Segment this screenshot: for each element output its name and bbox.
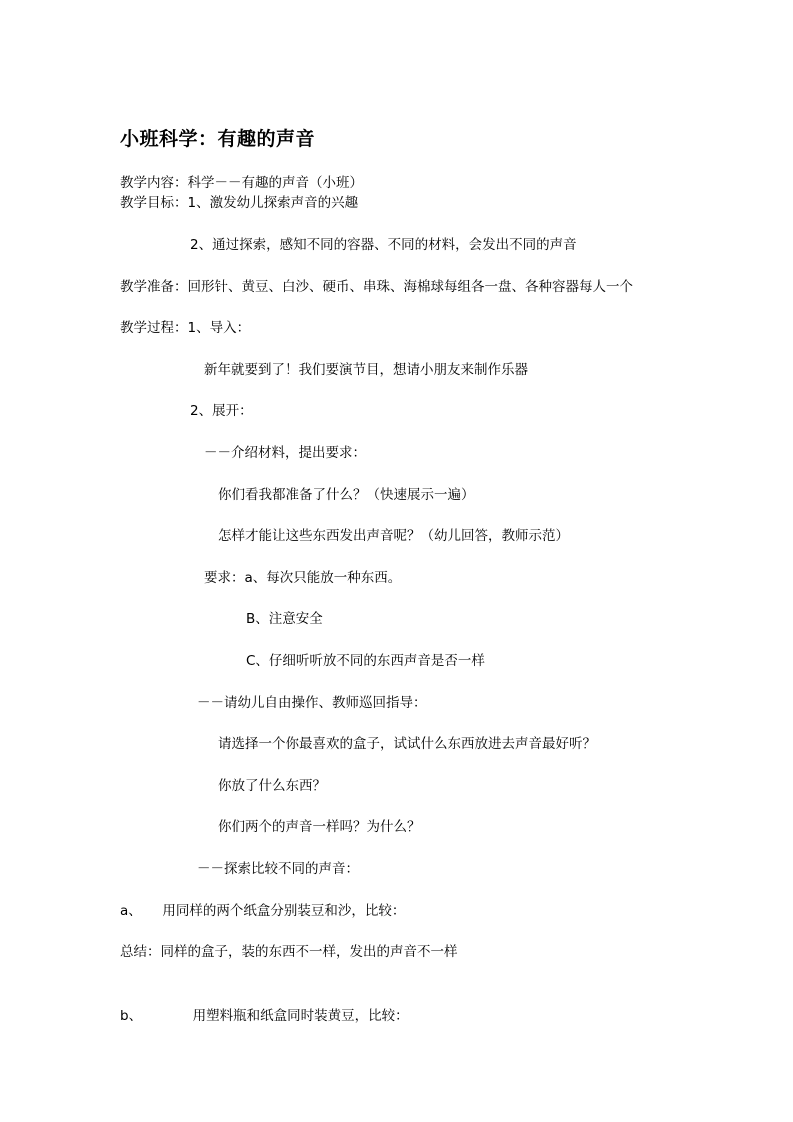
goal-line-1: 教学目标：1、激发幼儿探索声音的兴趣 xyxy=(120,195,359,211)
list-item-a-label: a、 xyxy=(120,903,142,919)
requirement-a: 要求：a、每次只能放一种东西。 xyxy=(204,570,402,586)
list-item-b xyxy=(120,1007,409,1025)
question-same: 你们两个的声音一样吗？为什么？ xyxy=(218,819,421,835)
preparation-line: 教学准备：回形针、黄豆、白沙、硬币、串珠、海棉球每组各一盘、各种容器每人一个 xyxy=(120,279,633,295)
process-line-2: 2、展开： xyxy=(190,403,253,419)
goal-line-2: 2、通过探索，感知不同的容器、不同的材料，会发出不同的声音 xyxy=(190,237,577,253)
process-line-1: 教学过程：1、导入： xyxy=(120,320,251,336)
document-title: 小班科学：有趣的声音 xyxy=(120,128,316,150)
intro-line: 新年就要到了！我们要演节目，想请小朋友来制作乐器 xyxy=(204,362,528,378)
requirement-c: C、仔细听听放不同的东西声音是否一样 xyxy=(246,653,485,669)
question-what: 你放了什么东西？ xyxy=(218,778,326,794)
explore-line: －－探索比较不同的声音： xyxy=(197,861,359,877)
requirement-b: B、注意安全 xyxy=(246,611,323,627)
question-how: 怎样才能让这些东西发出声音呢？（幼儿回答，教师示范） xyxy=(218,528,569,544)
list-item-a-text: 用同样的两个纸盒分别装豆和沙，比较： xyxy=(162,903,406,919)
content-line: 教学内容：科学－－有趣的声音（小班） xyxy=(120,175,363,191)
list-item-a xyxy=(120,902,405,920)
question-choose: 请选择一个你最喜欢的盒子，试试什么东西放进去声音最好听？ xyxy=(218,736,596,752)
materials-line: －－介绍材料，提出要求： xyxy=(204,445,366,461)
list-item-b-text: 用塑料瓶和纸盒同时装黄豆，比较： xyxy=(192,1008,409,1024)
operate-line: －－请幼儿自由操作、教师巡回指导： xyxy=(197,695,427,711)
list-item-b-label: b、 xyxy=(120,1008,143,1024)
question-prepared: 你们看我都准备了什么？（快速展示一遍） xyxy=(218,487,475,503)
summary-line: 总结：同样的盒子，装的东西不一样，发出的声音不一样 xyxy=(120,944,458,960)
